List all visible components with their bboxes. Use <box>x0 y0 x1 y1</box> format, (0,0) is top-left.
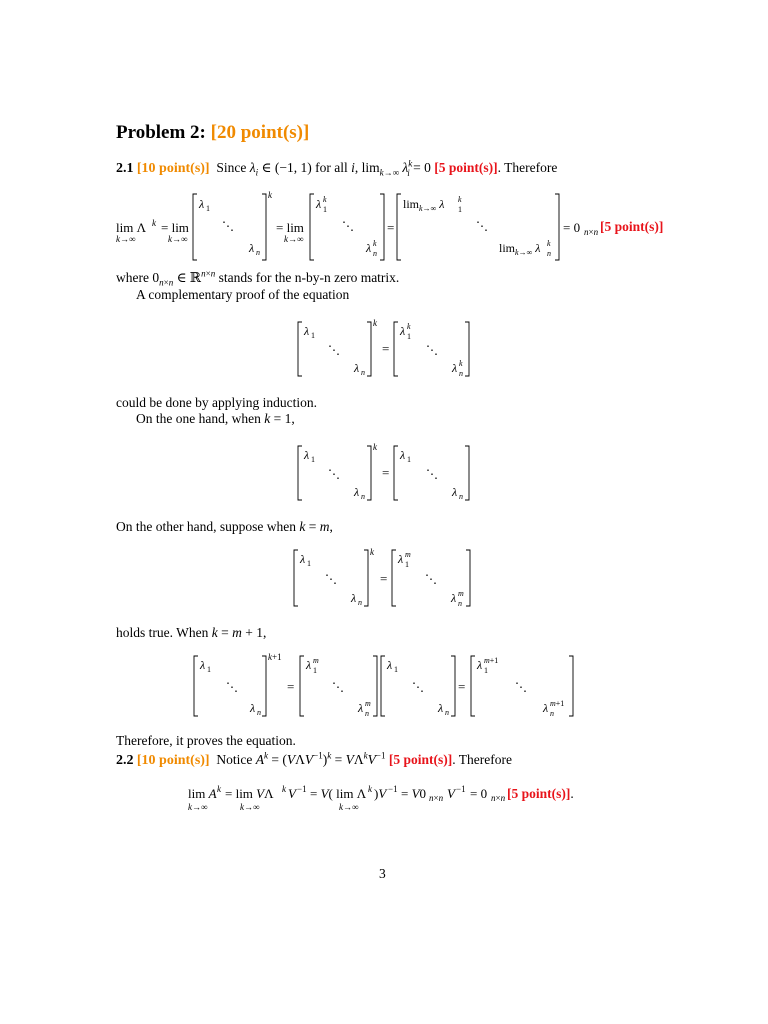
svg-text:λ: λ <box>351 591 357 605</box>
svg-text:1: 1 <box>407 455 411 464</box>
svg-text:1: 1 <box>307 559 311 568</box>
svg-text:k→∞: k→∞ <box>284 234 304 244</box>
proves-line: Therefore, it proves the equation. <box>116 733 296 748</box>
part2-therefore: . Therefore <box>452 752 512 767</box>
svg-text:k: k <box>268 190 272 200</box>
svg-text:λ: λ <box>398 552 404 566</box>
svg-text:⋱: ⋱ <box>342 219 354 233</box>
svg-text:1: 1 <box>313 666 317 675</box>
svg-text:1: 1 <box>405 560 409 569</box>
holds-true-line: holds true. When k = m + 1, <box>116 625 267 640</box>
svg-text:λ: λ <box>316 197 322 211</box>
svg-text:n: n <box>459 369 463 378</box>
svg-text:−1: −1 <box>297 784 307 794</box>
svg-text:λ: λ <box>452 361 458 375</box>
svg-text:λ: λ <box>477 658 483 672</box>
eq6-points-wrap: [5 point(s)]. <box>507 786 574 801</box>
equation-inductive-step <box>0 652 768 720</box>
part2-inline-points: [5 point(s)] <box>388 752 453 767</box>
svg-text:=: = <box>458 679 466 694</box>
svg-text:1: 1 <box>311 331 315 340</box>
svg-text:lim Λ: lim Λ <box>116 220 147 235</box>
svg-text:⋱: ⋱ <box>332 680 344 694</box>
svg-text:λ: λ <box>300 552 306 566</box>
part2-points: [10 point(s)] <box>136 753 210 768</box>
svg-text:λ: λ <box>452 485 458 499</box>
svg-text:k: k <box>370 547 374 557</box>
other-hand-line: On the other hand, suppose when k = m, <box>116 519 333 534</box>
svg-text:k: k <box>323 195 327 204</box>
page-number: 3 <box>379 866 386 881</box>
svg-text:⋱: ⋱ <box>328 467 340 481</box>
svg-text:λ: λ <box>387 658 393 672</box>
svg-text:m+1: m+1 <box>550 699 565 708</box>
svg-text:limk→∞ λ: $\lim_{k\to\infty} \lambda$ <box>403 197 445 213</box>
svg-text:= lim: = lim <box>276 220 304 235</box>
svg-text:n: n <box>547 249 551 258</box>
svg-text:⋱: ⋱ <box>426 343 438 357</box>
svg-text:n: n <box>373 249 377 258</box>
svg-text:V: V <box>447 786 455 801</box>
svg-text:⋱: ⋱ <box>325 572 337 586</box>
svg-text:λ: λ <box>304 324 310 338</box>
svg-text:k: k <box>373 442 377 452</box>
svg-text:=: = <box>380 571 388 586</box>
svg-text:=: = <box>287 679 295 694</box>
svg-text:n: n <box>257 708 261 717</box>
svg-text:n: n <box>361 368 365 377</box>
svg-text:⋱: ⋱ <box>226 680 238 694</box>
complementary-line: A complementary proof of the equation <box>136 287 350 302</box>
one-hand-line: On the one hand, when k = 1, <box>136 411 295 426</box>
svg-text:n: n <box>550 709 554 718</box>
svg-text:λ: λ <box>306 658 312 672</box>
equation-base-case <box>0 442 768 504</box>
svg-text:k: k <box>152 218 156 228</box>
svg-text:m: m <box>458 589 464 598</box>
induction-line: could be done by applying induction. <box>116 395 317 410</box>
svg-text:⋱: ⋱ <box>425 572 437 586</box>
svg-text:k: k <box>282 784 286 794</box>
svg-text:λ: λ <box>366 241 372 255</box>
svg-text:n×n: n×n <box>429 793 444 803</box>
svg-text:= 0: = 0 <box>470 786 488 801</box>
svg-text:λ: λ <box>199 197 205 211</box>
equation-limit-lambda <box>0 190 768 266</box>
where-line: where $0_{n\times n}$ ∈ ℝ$^{n\times n}$ stands for the n-by-n zero matrix. <box>116 268 400 288</box>
svg-text:λ: λ <box>358 701 364 715</box>
svg-text:limk→∞ λ: $\lim_{k\to\infty} \lambda$ <box>499 241 541 257</box>
svg-text:k: k <box>373 318 377 328</box>
svg-text:n: n <box>358 598 362 607</box>
svg-text:n×n: n×n <box>491 793 506 803</box>
svg-text:λ: λ <box>400 324 406 338</box>
equation-hypothesis <box>0 546 768 610</box>
svg-text:1: 1 <box>407 332 411 341</box>
problem-title: Problem 2: <box>116 122 206 143</box>
svg-text:k: k <box>459 359 463 368</box>
svg-text:k→∞: k→∞ <box>116 234 136 244</box>
other-hand-text: On the other hand, suppose when <box>116 519 296 534</box>
part1-number: 2.1 <box>116 161 134 176</box>
svg-text:n: n <box>256 248 260 257</box>
svg-text:m: m <box>405 550 411 559</box>
part1-lim-eq: = 0 <box>413 160 431 175</box>
svg-text:lim A: lim A <box>188 786 217 801</box>
svg-text:k: k <box>217 784 221 794</box>
svg-text:1: 1 <box>484 666 488 675</box>
svg-text:n: n <box>459 492 463 501</box>
svg-text:= V0: = V0 <box>401 786 427 801</box>
svg-text:−1: −1 <box>388 784 398 794</box>
svg-text:λ: λ <box>304 448 310 462</box>
svg-text:⋱: ⋱ <box>426 467 438 481</box>
part1-inline-points: [5 point(s)] <box>434 160 498 175</box>
svg-text:λ: λ <box>438 701 444 715</box>
eq6-points: [5 point(s)] <box>507 786 571 801</box>
svg-text:=: = <box>382 465 390 480</box>
svg-text:k+1: k+1 <box>268 652 282 662</box>
svg-text:k: k <box>407 322 411 331</box>
svg-text:k: k <box>547 239 551 248</box>
svg-text:n: n <box>445 708 449 717</box>
svg-text:k: k <box>458 195 462 204</box>
equation-power-diagonal <box>0 318 768 380</box>
one-hand-text: On the one hand, when <box>136 411 261 426</box>
svg-text:λ: λ <box>451 591 457 605</box>
svg-text:λ: λ <box>249 241 255 255</box>
svg-text:1: 1 <box>323 205 327 214</box>
svg-text:m+1: m+1 <box>484 656 499 665</box>
nbyn-text: n-by-n zero matrix. <box>294 270 400 285</box>
svg-text:⋱: ⋱ <box>328 343 340 357</box>
svg-text:k: k <box>373 239 377 248</box>
svg-text:⋱: ⋱ <box>476 219 488 233</box>
part2-intro: 2.2 [10 point(s)] Notice $A^k = (V\Lambda V^{-1})^k = V\Lambda^kV^{-1}$ [5 point(s)]. Therefore <box>116 750 512 768</box>
part1-points: [10 point(s)] <box>136 161 210 176</box>
part1-intro: 2.1 [10 point(s)] Since $\lambda_i$ ∈ (−1, 1) for all i, $\lim_{k\to\infty} \lambda^k_i = 0$ [5 point(s)]. Therefore <box>116 158 558 178</box>
svg-text:λ: λ <box>250 701 256 715</box>
svg-text:k: k <box>368 784 372 794</box>
part1-forall: for all <box>315 160 348 175</box>
svg-text:1: 1 <box>311 455 315 464</box>
svg-text:V: V <box>288 786 296 801</box>
svg-text:n: n <box>458 599 462 608</box>
svg-text:k→∞: k→∞ <box>168 234 188 244</box>
svg-text:m: m <box>365 699 371 708</box>
svg-text:−1: −1 <box>456 784 466 794</box>
svg-text:k→∞: k→∞ <box>188 802 208 812</box>
part1-since: Since <box>216 160 247 175</box>
part2-number: 2.2 <box>116 753 134 768</box>
svg-text:k→∞: k→∞ <box>339 802 359 812</box>
svg-text:⋱: ⋱ <box>412 680 424 694</box>
svg-text:=: = <box>387 220 395 235</box>
svg-text:=: = <box>382 341 390 356</box>
svg-text:⋱: ⋱ <box>515 680 527 694</box>
where-text: stands for the <box>218 270 292 285</box>
problem-points: [20 point(s)] <box>210 122 310 143</box>
part2-notice: Notice <box>216 752 253 767</box>
svg-text:λ: λ <box>200 658 206 672</box>
svg-text:λ: λ <box>354 485 360 499</box>
svg-text:= V( lim Λ: = V( lim Λ <box>310 786 367 801</box>
svg-text:n: n <box>361 492 365 501</box>
svg-text:λ: λ <box>400 448 406 462</box>
problem-heading <box>116 122 309 144</box>
svg-text:n: n <box>365 709 369 718</box>
svg-text:= 0: = 0 <box>563 220 581 235</box>
svg-text:1: 1 <box>394 665 398 674</box>
svg-text:⋱: ⋱ <box>222 219 234 233</box>
eq1-points: [5 point(s)] <box>600 219 664 234</box>
svg-text:1: 1 <box>207 665 211 674</box>
svg-text:= lim: = lim <box>161 220 189 235</box>
part1-therefore: . Therefore <box>497 160 558 175</box>
svg-text:1: 1 <box>458 205 462 214</box>
holds-true-text: holds true. When <box>116 625 209 640</box>
svg-text:λ: λ <box>354 361 360 375</box>
svg-text:= lim VΛ: = lim VΛ <box>225 786 274 801</box>
svg-text:m: m <box>313 656 319 665</box>
svg-text:1: 1 <box>206 204 210 213</box>
svg-text:k→∞: k→∞ <box>240 802 260 812</box>
svg-text:n×n: n×n <box>584 227 599 237</box>
svg-text:λ: λ <box>543 701 549 715</box>
svg-text:)V: )V <box>374 786 387 801</box>
equation-limit-A <box>0 780 768 820</box>
